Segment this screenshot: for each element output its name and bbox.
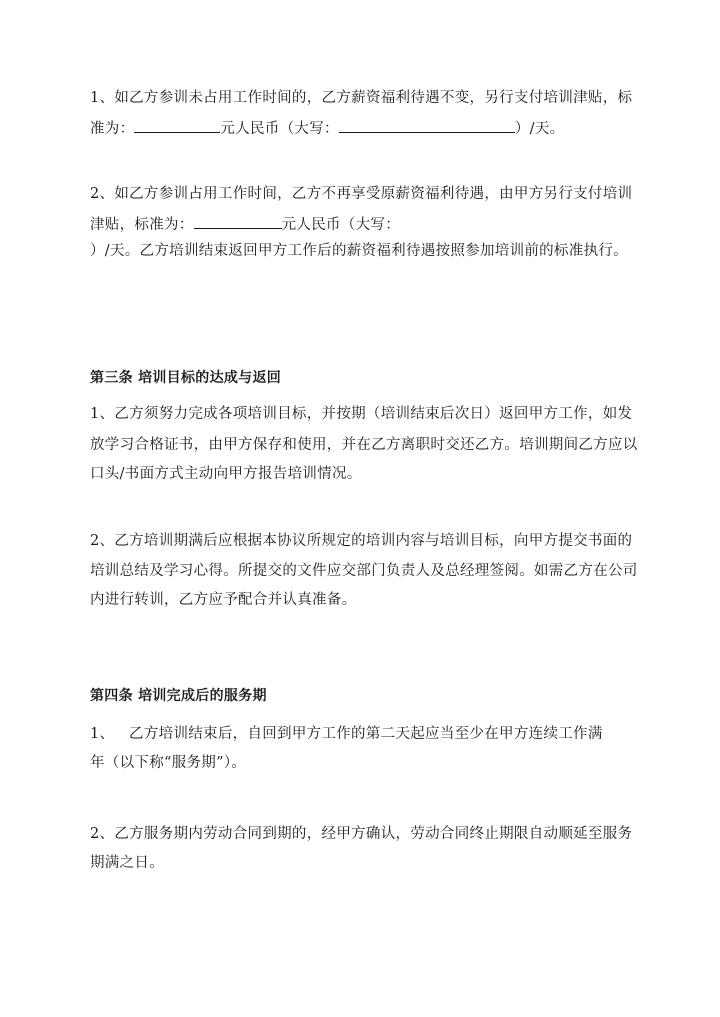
section-4-p1-line-2: 年（以下称“服务期”）。 <box>90 755 247 771</box>
section-3-p2-line-2: 培训总结及学习心得。所提交的文件应交部门负责人及总经理签阅。如需乙方在公司 <box>90 563 638 579</box>
paragraph-2-line-1: 2、如乙方参训占用工作时间，乙方不再享受原薪资福利待遇，由甲方另行支付培训 <box>90 186 633 202</box>
section-3-p1-line-1: 1、乙方须努力完成各项培训目标，并按期（培训结束后次日）返回甲方工作，如发 <box>90 406 633 422</box>
paragraph-2-line-3: ）/天。乙方培训结束返回甲方工作后的薪资福利待遇按照参加培训前的标准执行。 <box>90 243 628 259</box>
section-3-heading: 第三条 培训目标的达成与返回 <box>90 370 282 386</box>
allowance-amount-blank <box>194 214 282 229</box>
amount-words-blank <box>339 118 515 133</box>
section-4-p1-line-1: 1、 乙方培训结束后，自回到甲方工作的第二天起应当至少在甲方连续工作满 <box>90 726 603 742</box>
currency-label: 元人民币（大写： <box>220 121 339 137</box>
paragraph-2-line-2 <box>90 214 400 235</box>
section-4-p2-line-1: 2、乙方服务期内劳动合同到期的，经甲方确认，劳动合同终止期限自动顺延至服务 <box>90 826 633 842</box>
section-3-p2-line-3: 内进行转训，乙方应予配合并认真准备。 <box>90 592 357 608</box>
section-3-p1-line-2: 放学习合格证书，由甲方保存和使用，并在乙方离职时交还乙方。培训期间乙方应以 <box>90 437 638 453</box>
section-4-p2-line-2: 期满之日。 <box>90 855 164 871</box>
paragraph-1-line-2 <box>90 118 564 139</box>
section-3-p2-line-1: 2、乙方培训期满后应根据本协议所规定的培训内容与培训目标，向甲方提交书面的 <box>90 533 633 549</box>
section-3-p1-line-3: 口头/书面方式主动向甲方报告培训情况。 <box>90 466 362 482</box>
section-4-heading: 第四条 培训完成后的服务期 <box>90 688 267 704</box>
standard-label: 准为： <box>90 121 135 137</box>
allowance-standard-label: 津贴，标准为： <box>90 217 194 233</box>
allowance-currency-label: 元人民币（大写： <box>281 217 401 233</box>
per-day-label: ）/天。 <box>514 121 565 137</box>
amount-blank <box>134 118 220 133</box>
paragraph-1-line-1: 1、如乙方参训未占用工作时间的，乙方薪资福利待遇不变，另行支付培训津贴，标 <box>90 90 633 106</box>
